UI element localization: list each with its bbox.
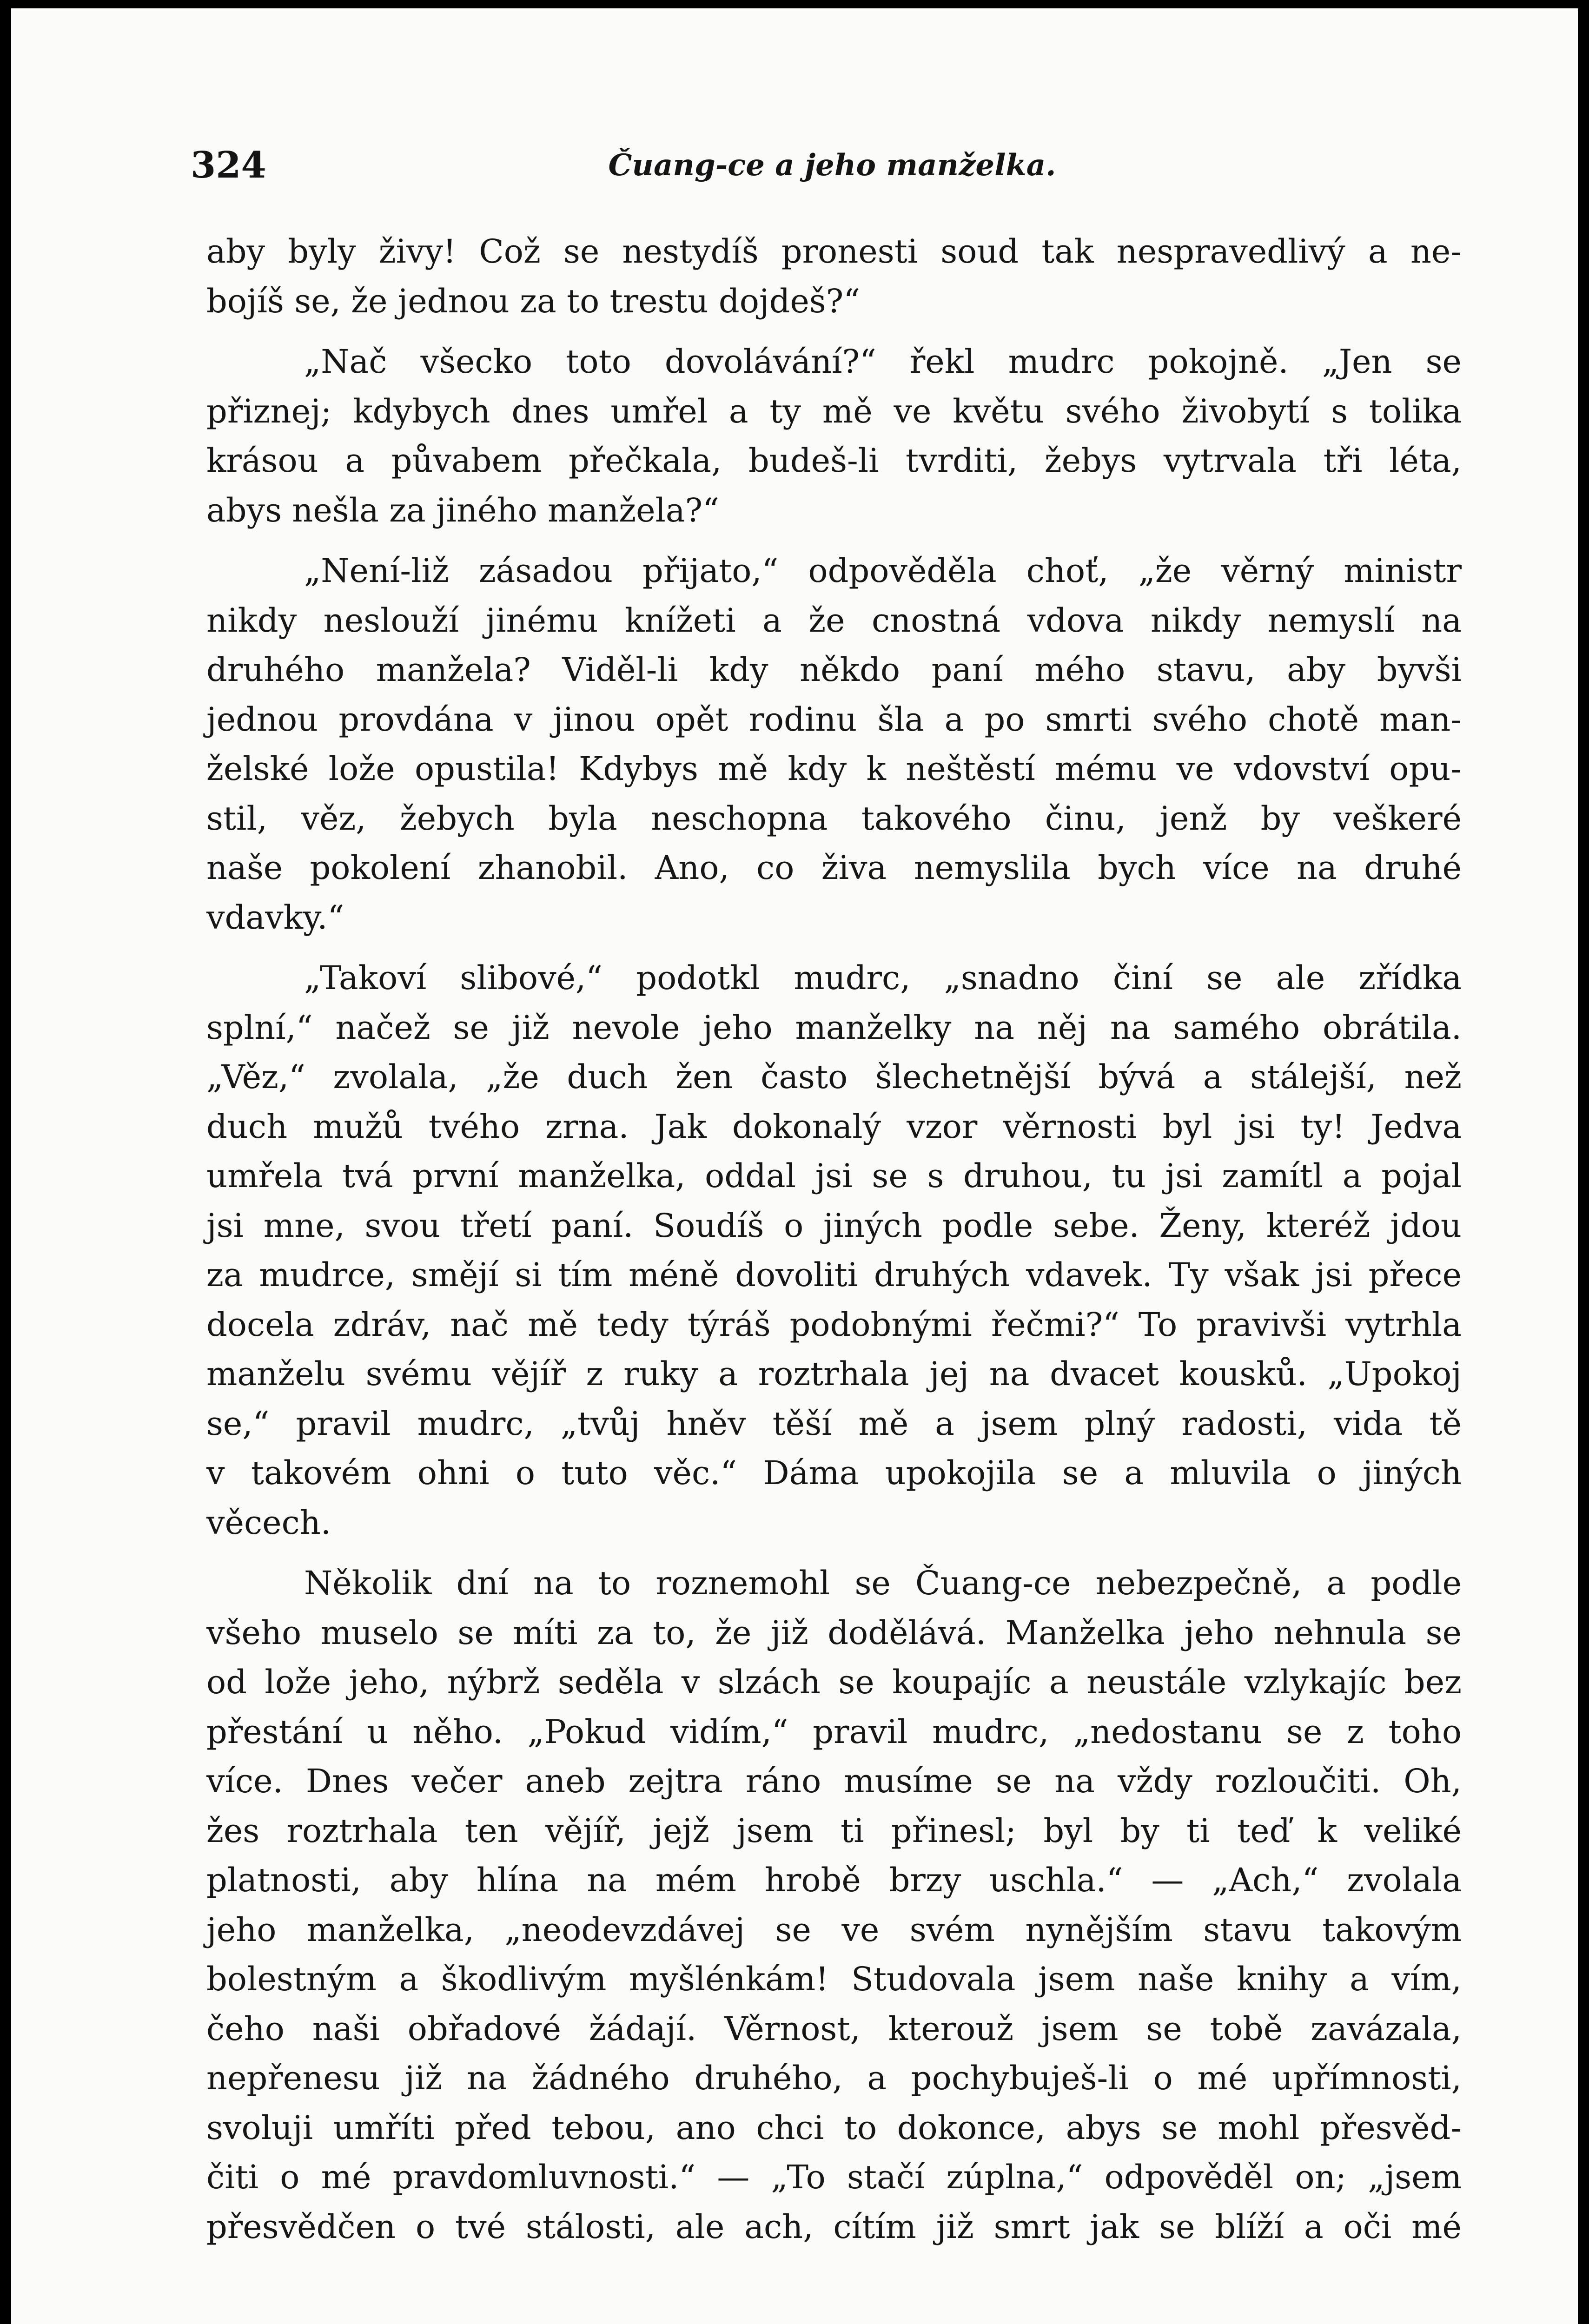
text-line: čeho naši obřadové žádají. Věrnost, kterouž jsem se tobě zavázala, xyxy=(206,2009,1462,2048)
text-line: bolestným a škodlivým myšlénkám! Studovala jsem naše knihy a vím, xyxy=(206,1960,1462,1998)
text-line: naše pokolení zhanobil. Ano, co živa nemyslila bych více na druhé xyxy=(206,849,1462,887)
paragraph-gap xyxy=(206,1547,1462,1558)
text-line: „Věz,“ zvolala, „že duch žen často šlechetnější bývá a stálejší, než xyxy=(206,1058,1462,1096)
paragraph-first-line: Několik dní na to roznemohl se Čuang-ce nebezpečně, a podle xyxy=(304,1564,1462,1602)
text-line: nepřenesu již na žádného druhého, a pochybuješ-li o mé upřímnosti, xyxy=(206,2059,1462,2097)
text-line: stil, věz, žebych byla neschopna takového činu, jenž by veškeré xyxy=(206,799,1462,838)
text-line: věcech. xyxy=(206,1503,331,1542)
text-line: více. Dnes večer aneb zejtra ráno musíme se na vždy rozloučiti. Oh, xyxy=(206,1762,1462,1800)
page-header xyxy=(191,142,1474,189)
running-title: Čuang-ce a jeho manželka. xyxy=(608,148,1056,183)
paragraph-first-line: „Takoví slibové,“ podotkl mudrc, „snadno činí se ale zřídka xyxy=(304,959,1462,997)
text-line: za mudrce, smějí si tím méně dovoliti druhých vdavek. Ty však jsi přece xyxy=(206,1256,1462,1294)
paragraph-first-line: „Nač všecko toto dovolávání?“ řekl mudrc pokojně. „Jen se xyxy=(304,343,1462,381)
book-page xyxy=(11,8,1578,2324)
text-line: přiznej; kdybych dnes umřel a ty mě ve květu svého živobytí s tolika xyxy=(206,392,1462,430)
text-line: vdavky.“ xyxy=(206,898,344,937)
text-line: platnosti, aby hlína na mém hrobě brzy uschla.“ — „Ach,“ zvolala xyxy=(206,1861,1462,1899)
text-line: přestání u něho. „Pokud vidím,“ pravil mudrc, „nedostanu se z toho xyxy=(206,1712,1462,1751)
page-number: 324 xyxy=(191,144,266,186)
paragraph-gap xyxy=(206,326,1462,337)
text-line: jeho manželka, „neodevzdávej se ve svém nynějším stavu takovým xyxy=(206,1910,1462,1949)
text-line: umřela tvá první manželka, oddal jsi se s druhou, tu jsi zamítl a pojal xyxy=(206,1157,1462,1195)
text-line: svoluji umříti před tebou, ano chci to dokonce, abys se mohl přesvěd- xyxy=(206,2108,1462,2147)
text-line: želské lože opustila! Kdybys mě kdy k neštěstí mému ve vdovství opu- xyxy=(206,750,1462,788)
text-line: od lože jeho, nýbrž seděla v slzách se koupajíc a neustále vzlykajíc bez xyxy=(206,1663,1462,1701)
text-line: jsi mne, svou třetí paní. Soudíš o jiných podle sebe. Ženy, kteréž jdou xyxy=(206,1206,1462,1245)
body-text xyxy=(206,227,1462,2251)
text-line: abys nešla za jiného manžela?“ xyxy=(206,491,719,529)
paragraph-gap xyxy=(206,942,1462,953)
paragraph-gap xyxy=(206,535,1462,546)
text-line: čiti o mé pravdomluvnosti.“ — „To stačí zúplna,“ odpověděl on; „jsem xyxy=(206,2158,1462,2196)
text-line: krásou a půvabem přečkala, budeš-li tvrditi, žebys vytrvala tři léta, xyxy=(206,442,1462,480)
text-line: jednou provdána v jinou opět rodinu šla a po smrti svého chotě man- xyxy=(206,700,1462,739)
text-line: v takovém ohni o tuto věc.“ Dáma upokojila se a mluvila o jiných xyxy=(206,1454,1462,1492)
text-line: bojíš se, že jednou za to trestu dojdeš?“ xyxy=(206,282,861,320)
text-line: aby byly živy! Což se nestydíš pronesti soud tak nespravedlivý a ne- xyxy=(206,232,1462,271)
text-line: docela zdráv, nač mě tedy týráš podobnými řečmi?“ To pravivši vytrhla xyxy=(206,1305,1462,1344)
text-line: manželu svému vějíř z ruky a roztrhala jej na dvacet kousků. „Upokoj xyxy=(206,1355,1462,1393)
text-line: žes roztrhala ten vějíř, jejž jsem ti přinesl; byl by ti teď k veliké xyxy=(206,1811,1462,1850)
text-line: přesvědčen o tvé stálosti, ale ach, cítím již smrt jak se blíží a oči mé xyxy=(206,2207,1462,2246)
text-line: druhého manžela? Viděl-li kdy někdo paní mého stavu, aby byvši xyxy=(206,651,1462,689)
text-line: duch mužů tvého zrna. Jak dokonalý vzor věrnosti byl jsi ty! Jedva xyxy=(206,1107,1462,1146)
text-line: všeho muselo se míti za to, že již dodělává. Manželka jeho nehnula se xyxy=(206,1613,1462,1652)
text-line: nikdy neslouží jinému knížeti a že cnostná vdova nikdy nemyslí na xyxy=(206,601,1462,640)
text-line: splní,“ načež se již nevole jeho manželky na něj na samého obrátila. xyxy=(206,1008,1462,1047)
paragraph-first-line: „Není-liž zásadou přijato,“ odpověděla choť, „že věrný ministr xyxy=(304,552,1462,590)
text-line: se,“ pravil mudrc, „tvůj hněv těší mě a jsem plný radosti, vida tě xyxy=(206,1404,1462,1443)
